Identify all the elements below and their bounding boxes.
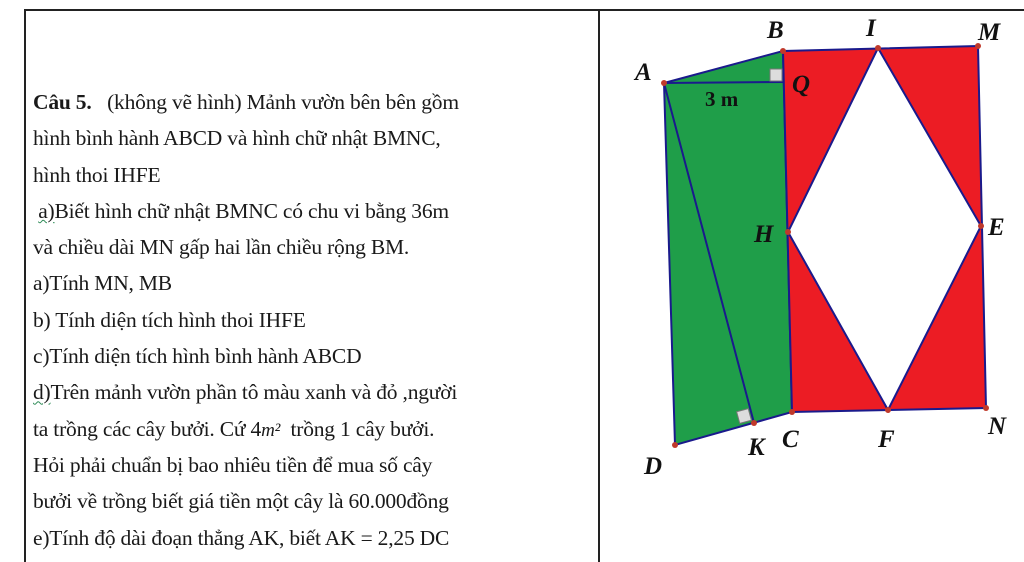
- label-A: A: [635, 59, 652, 86]
- segment-A-Q: [664, 82, 783, 83]
- label-Q: Q: [792, 71, 811, 98]
- label-N: N: [988, 413, 1007, 440]
- problem-line-3: hình thoi IHFE: [33, 162, 161, 187]
- geometry-figure: [600, 10, 1024, 562]
- right-angle-K: [737, 409, 752, 424]
- right-angle-Q: [770, 69, 782, 81]
- problem-line-11: Hỏi phải chuẩn bị bao nhiêu tiền để mua số cây: [33, 452, 433, 477]
- label-H: H: [754, 221, 774, 248]
- area-unit: m²: [261, 419, 281, 441]
- problem-text: [33, 84, 593, 556]
- label-F: F: [878, 426, 895, 453]
- problem-line-5: và chiều dài MN gấp hai lần chiều rộng BM.: [33, 235, 410, 260]
- problem-line-1: Câu 5. (không vẽ hình) Mảnh vườn bên bên gồm: [33, 90, 459, 114]
- problem-line-2: hình bình hành ABCD và hình chữ nhật BMNC,: [33, 126, 441, 151]
- measure-AQ: 3 m: [705, 87, 739, 111]
- label-K: K: [748, 434, 765, 461]
- label-M: M: [978, 19, 1001, 46]
- problem-line-12: bưởi về trồng biết giá tiền một cây là 60.000đồng: [33, 489, 449, 514]
- problem-line-9: d)Trên mảnh vườn phần tô màu xanh và đỏ ,người: [33, 380, 458, 405]
- problem-line-7: b) Tính diện tích hình thoi IHFE: [33, 307, 306, 332]
- label-B: B: [767, 17, 784, 44]
- problem-title: Câu 5.: [33, 90, 92, 114]
- label-E: E: [988, 214, 1005, 241]
- problem-line-8: c)Tính diện tích hình bình hành ABCD: [33, 344, 362, 369]
- label-C: C: [782, 426, 799, 453]
- problem-line-4: a)Biết hình chữ nhật BMNC có chu vi bằng 36m: [38, 198, 449, 223]
- label-I: I: [866, 15, 876, 42]
- problem-line-13: e)Tính độ dài đoạn thẳng AK, biết AK = 2,25 DC: [33, 525, 450, 550]
- problem-line-10: ta trồng các cây bưởi. Cứ 4m² trồng 1 cây bưởi.: [33, 416, 435, 441]
- problem-line-6: a)Tính MN, MB: [33, 271, 172, 296]
- label-D: D: [644, 453, 663, 480]
